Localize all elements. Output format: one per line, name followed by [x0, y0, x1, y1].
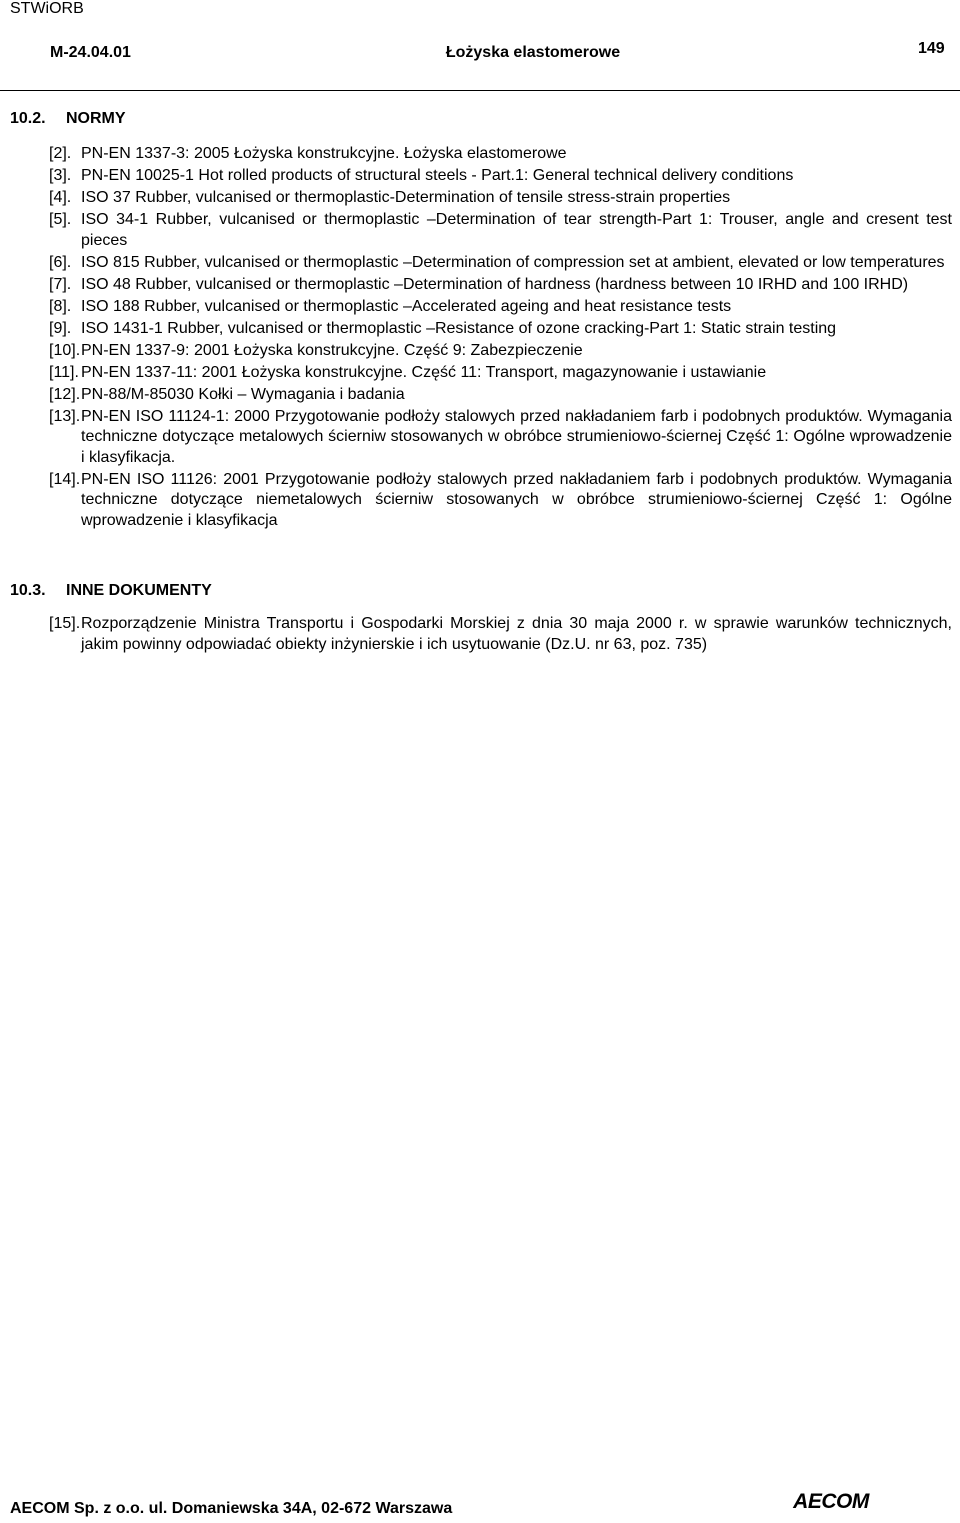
reference-item: [49, 253, 952, 274]
other-documents-list: [49, 614, 952, 657]
section-title: NORMY: [66, 110, 126, 127]
reference-number: [12].: [49, 385, 81, 403]
reference-text: PN-EN 1337-3: 2005 Łożyska konstrukcyjne. Łożyska elastomerowe: [81, 145, 567, 162]
reference-text: ISO 815 Rubber, vulcanised or thermoplastic –Determination of compression set at ambient, elevated or low temperatures: [81, 253, 945, 271]
section-number: 10.2.: [10, 110, 46, 127]
reference-item: [49, 363, 952, 384]
spec-code: M-24.04.01: [50, 44, 131, 61]
reference-item: [49, 470, 952, 532]
reference-number: [3].: [49, 167, 72, 184]
aecom-logo-wordmark: AECOM: [793, 1490, 869, 1512]
reference-item: [49, 188, 952, 209]
reference-text: PN-EN 1337-11: 2001 Łożyska konstrukcyjne. Część 11: Transport, magazynowanie i ustawianie: [81, 363, 767, 381]
reference-item: [49, 144, 952, 165]
reference-number: [4].: [49, 189, 72, 206]
reference-item: [49, 275, 952, 296]
reference-text: ISO 48 Rubber, vulcanised or thermoplastic –Determination of hardness (hardness between 10 IRHD and 100 IRHD): [81, 275, 909, 293]
section-number: 10.3.: [10, 582, 46, 599]
reference-item: [49, 319, 952, 340]
reference-item: [49, 166, 952, 187]
reference-text: PN-EN ISO 11124-1: 2000 Przygotowanie podłoży stalowych przed nakładaniem farb i podobnych produktów. Wymagania techniczne dotyczące metalowych ścierniw stosowanych w obróbce strumieniowo-ściernej Część 1: Ogólne wprowadzenie i klasyfikacja.: [81, 407, 952, 466]
reference-text: Rozporządzenie Ministra Transportu i Gospodarki Morskiej z dnia 30 maja 2000 r. w sprawie warunków technicznych, jakim powinny odpowiadać obiekty inżynierskie i ich usytuowanie (Dz.U. nr 63, poz. 735): [81, 615, 952, 653]
reference-text: PN-88/M-85030 Kołki – Wymagania i badania: [81, 385, 405, 403]
reference-text: ISO 1431-1 Rubber, vulcanised or thermoplastic –Resistance of ozone cracking-Part 1: Static strain testing: [81, 319, 837, 337]
spec-title: Łożyska elastomerowe: [445, 44, 621, 61]
reference-item: [49, 297, 952, 318]
page-number: 149: [918, 40, 945, 57]
reference-text: PN-EN ISO 11126: 2001 Przygotowanie podłoży stalowych przed nakładaniem farb i podobnych produktów. Wymagania techniczne dotyczące niemetalowych ścierniw stosowanych w obróbce strumieniowo-ściernej Część 1: Ogólne wprowadzenie i klasyfikacja: [81, 470, 952, 529]
reference-number: [15].: [49, 615, 81, 632]
organization-name: STWiORB: [10, 0, 84, 17]
reference-item: [49, 385, 952, 406]
section-title: INNE DOKUMENTY: [66, 582, 212, 599]
reference-item: [49, 210, 952, 251]
reference-number: [5].: [49, 211, 72, 228]
aecom-logo: [776, 1490, 886, 1512]
reference-number: [9].: [49, 319, 72, 337]
reference-item: [49, 341, 952, 362]
reference-item: [49, 614, 952, 655]
reference-text: PN-EN 10025-1 Hot rolled products of structural steels - Part.1: General technical delivery conditions: [81, 167, 794, 184]
reference-number: [6].: [49, 253, 72, 271]
reference-number: [10].: [49, 341, 81, 359]
reference-text: PN-EN 1337-9: 2001 Łożyska konstrukcyjne. Część 9: Zabezpieczenie: [81, 341, 583, 359]
reference-number: [7].: [49, 275, 72, 293]
footer-address: AECOM Sp. z o.o. ul. Domaniewska 34A, 02-672 Warszawa: [10, 1500, 453, 1517]
reference-item: [49, 407, 952, 469]
reference-number: [8].: [49, 297, 72, 315]
reference-text: ISO 37 Rubber, vulcanised or thermoplastic-Determination of tensile stress-strain properties: [81, 189, 731, 206]
section-heading-other-documents: [10, 582, 212, 600]
reference-number: [13].: [49, 407, 81, 425]
header-divider: [0, 90, 960, 91]
section-heading-norms: [10, 110, 126, 128]
reference-number: [2].: [49, 145, 72, 162]
reference-number: [14].: [49, 470, 81, 488]
reference-text: ISO 188 Rubber, vulcanised or thermoplastic –Accelerated ageing and heat resistance tests: [81, 297, 732, 315]
norms-list: [49, 144, 952, 533]
reference-text: ISO 34-1 Rubber, vulcanised or thermoplastic –Determination of tear strength-Part 1: Trouser, angle and cresent test pieces: [81, 211, 952, 249]
reference-number: [11].: [49, 363, 79, 381]
